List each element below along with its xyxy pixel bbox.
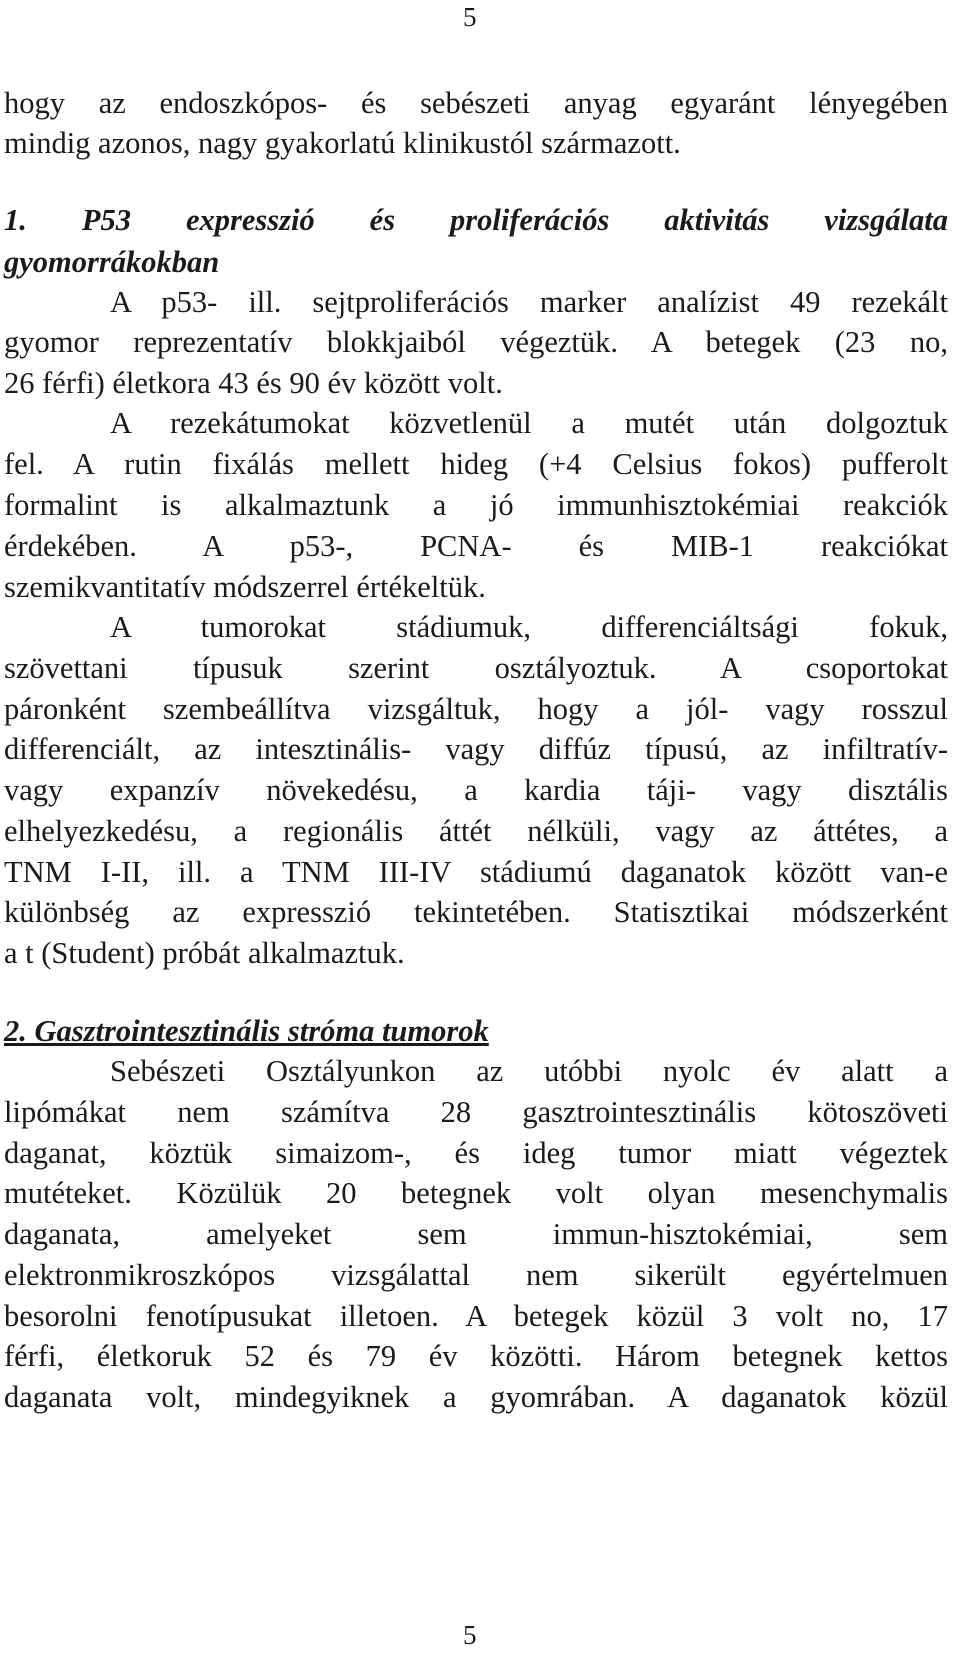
text-line: A tumorokat stádiumuk, differenciáltsági fokuk, [110,610,948,644]
section-heading: 2. Gasztrointesztinális stróma tumorok [4,1014,489,1048]
text-line: formalint is alkalmaztunk a jó immunhisztokémiai reakciók [4,488,948,522]
page-number-bottom: 5 [463,1620,477,1650]
text-line: mutéteket. Közülük 20 betegnek volt olyan mesenchymalis [4,1176,948,1210]
text-line: daganata volt, mindegyiknek a gyomrában. A daganatok közül [4,1380,948,1414]
text-line: fel. A rutin fixálás mellett hideg (+4 Celsius fokos) pufferolt [4,447,948,481]
text-line: férfi, életkoruk 52 és 79 év közötti. Három betegnek kettos [4,1339,948,1373]
text-line: TNM I-II, ill. a TNM III-IV stádiumú daganatok között van-e [4,855,948,889]
text-line: A rezekátumokat közvetlenül a mutét után dolgoztuk [110,406,948,440]
text-line: mindig azonos, nagy gyakorlatú klinikustól származott. [4,126,681,160]
text-line: lipómákat nem számítva 28 gasztrointesztinális kötoszöveti [4,1095,948,1129]
text-line: besorolni fenotípusukat illetoen. A betegek közül 3 volt no, 17 [4,1299,948,1333]
text-line: Sebészeti Osztályunkon az utóbbi nyolc év alatt a [110,1054,948,1088]
text-line: a t (Student) próbát alkalmaztuk. [4,936,405,970]
page-number-top: 5 [463,2,477,32]
text-line: hogy az endoszkópos- és sebészeti anyag egyaránt lényegében [4,86,948,120]
text-line: elhelyezkedésu, a regionális áttét nélküli, vagy az áttétes, a [4,814,948,848]
text-line: daganat, köztük simaizom-, és ideg tumor miatt végeztek [4,1136,948,1170]
text-line: gyomor reprezentatív blokkjaiból végeztük. A betegek (23 no, [4,325,948,359]
text-line: A p53- ill. sejtproliferációs marker analízist 49 rezekált [110,285,948,319]
text-line: 26 férfi) életkora 43 és 90 év között volt. [4,366,503,400]
text-line: érdekében. A p53-, PCNA- és MIB-1 reakciókat [4,529,948,563]
text-line: szövettani típusuk szerint osztályoztuk. A csoportokat [4,651,948,685]
section-heading: 1. P53 expresszió és proliferációs aktivitás vizsgálata [4,203,948,237]
text-line: páronként szembeállítva vizsgáltuk, hogy a jól- vagy rosszul [4,692,948,726]
text-line: szemikvantitatív módszerrel értékeltük. [4,570,486,604]
section-heading: gyomorrákokban [4,245,220,279]
text-line: különbség az expresszió tekintetében. Statisztikai módszerként [4,895,948,929]
text-line: elektronmikroszkópos vizsgálattal nem sikerült egyértelmuen [4,1258,948,1292]
text-line: daganata, amelyeket sem immun-hisztokémiai, sem [4,1217,948,1251]
text-line: differenciált, az intesztinális- vagy diffúz típusú, az infiltratív- [4,732,948,766]
text-line: vagy expanzív növekedésu, a kardia táji- vagy disztális [4,773,948,807]
